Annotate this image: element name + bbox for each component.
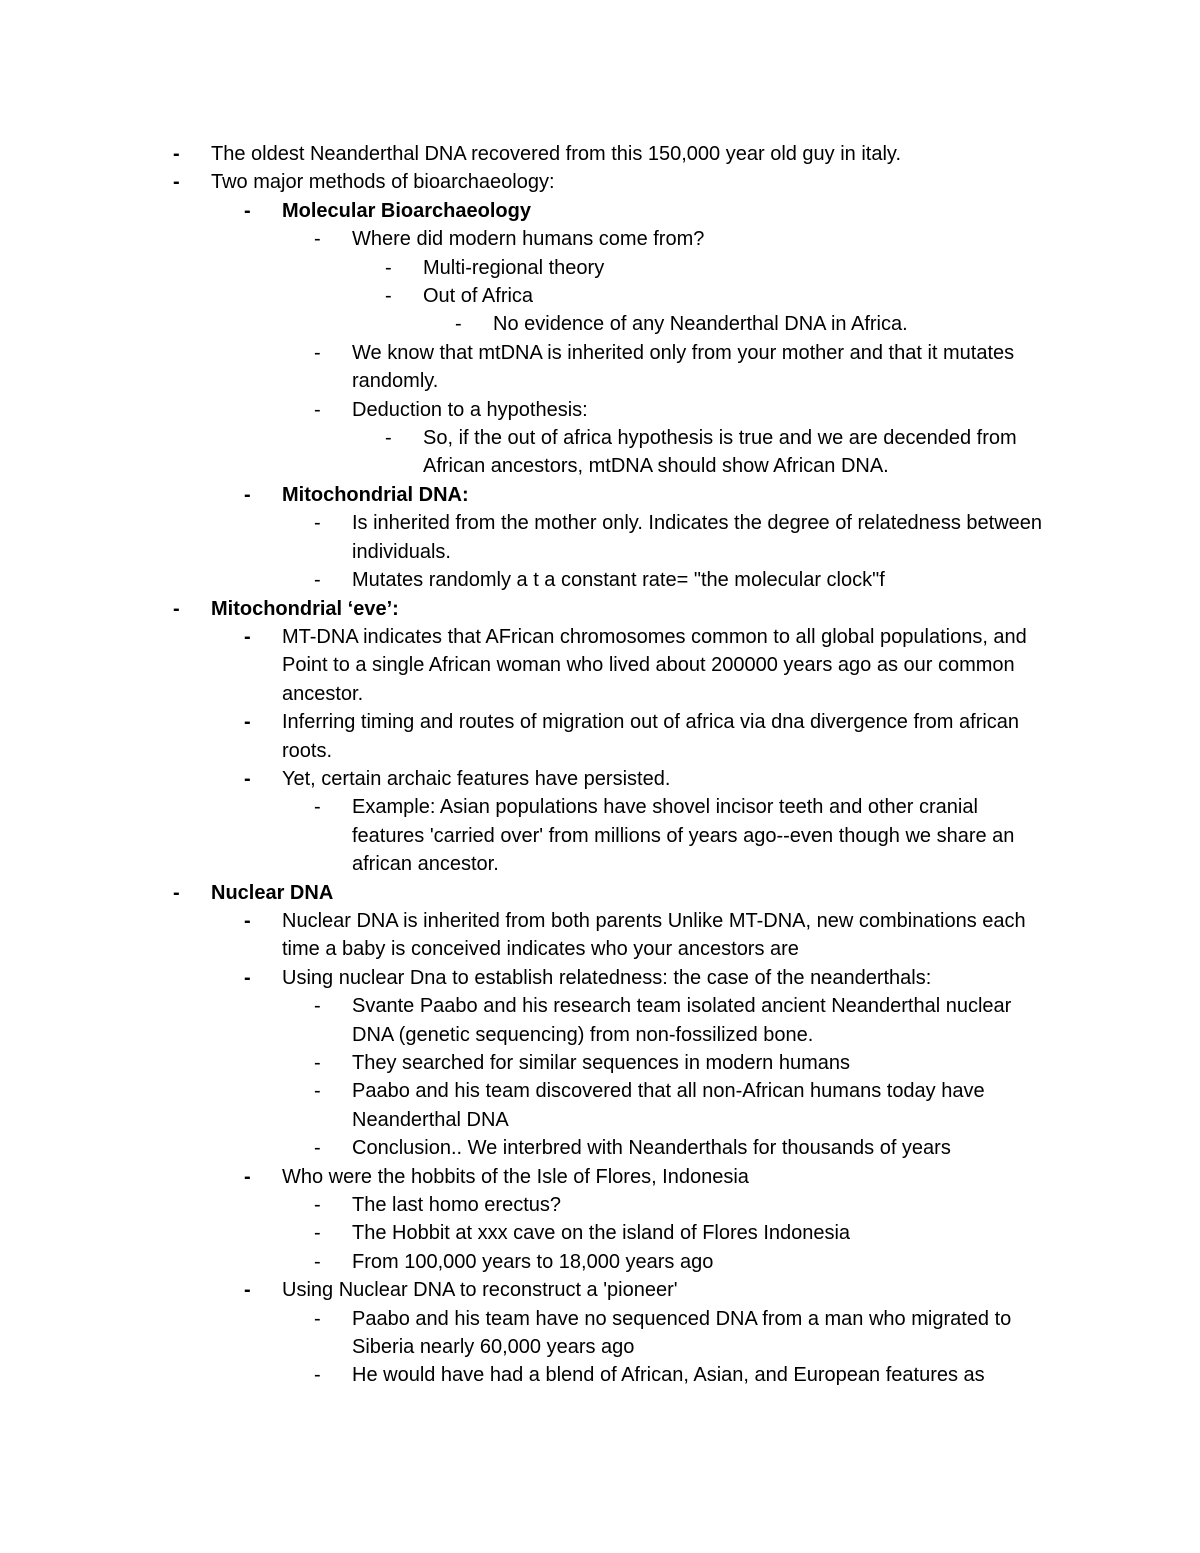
item-text: No evidence of any Neanderthal DNA in Africa. <box>493 313 908 336</box>
bullet-dash: - <box>314 1364 321 1387</box>
list-item <box>455 310 1053 338</box>
item-text: Out of Africa <box>423 285 534 308</box>
bullet-dash: - <box>244 199 251 222</box>
section-heading: Nuclear DNA <box>211 881 334 904</box>
item-text: Inferring timing and routes of migration out of africa via dna divergence from african roots. <box>282 711 1020 762</box>
section-heading: Mitochondrial ‘eve’: <box>211 597 399 620</box>
bullet-dash: - <box>314 1080 321 1103</box>
item-text: Where did modern humans come from? <box>352 228 705 251</box>
item-text: Nuclear DNA is inherited from both parents Unlike MT-DNA, new combinations each time a baby is conceived indicates who your ancestors are <box>282 909 1026 961</box>
item-text: Svante Paabo and his research team isolated ancient Neanderthal nuclear DNA (genetic sequencing) from non-fossilized bone. <box>352 995 1012 1046</box>
item-text: They searched for similar sequences in modern humans <box>352 1052 851 1074</box>
bullet-dash: - <box>314 569 321 592</box>
item-text: We know that mtDNA is inherited only from your mother and that it mutates randomly. <box>352 341 1015 393</box>
bullet-dash: - <box>314 796 321 819</box>
list-item <box>173 879 1011 907</box>
list-item <box>244 907 1062 964</box>
bullet-dash: - <box>173 597 180 620</box>
bullet-dash: - <box>314 228 321 251</box>
item-text: From 100,000 years to 18,000 years ago <box>352 1250 714 1273</box>
section-heading: Mitochondrial DNA: <box>282 483 469 506</box>
bullet-dash: - <box>244 1279 251 1302</box>
bullet-dash: - <box>314 1052 321 1074</box>
section-heading: Molecular Bioarchaeology <box>282 199 531 222</box>
list-item <box>314 1361 1052 1389</box>
bullet-dash: - <box>314 1307 321 1330</box>
bullet-dash: - <box>314 995 321 1018</box>
bullet-dash: - <box>385 256 392 279</box>
bullet-dash: - <box>314 512 321 535</box>
list-item <box>385 282 1043 310</box>
list-item <box>385 254 1043 282</box>
item-text: Mutates randomly a t a constant rate= "the molecular clock"f <box>352 569 885 592</box>
bullet-dash: - <box>244 966 251 989</box>
list-item <box>314 1219 1052 1247</box>
list-item <box>314 1134 1052 1162</box>
item-text: Conclusion.. We interbred with Neanderthals for thousands of years <box>352 1137 951 1160</box>
bullet-dash: - <box>244 1165 251 1188</box>
bullet-dash: - <box>314 398 321 421</box>
list-item <box>244 964 1062 992</box>
list-item <box>173 140 1011 168</box>
item-text: Deduction to a hypothesis: <box>352 398 588 421</box>
item-text: Yet, certain archaic features have persisted. <box>282 767 671 790</box>
list-item <box>314 225 1052 253</box>
list-item <box>314 509 1052 566</box>
item-text: So, if the out of africa hypothesis is true and we are decended from African ancestors, mtDNA should show African DNA. <box>423 427 1017 478</box>
document-page <box>0 140 1200 1390</box>
bullet-dash: - <box>314 341 321 364</box>
bullet-dash: - <box>244 625 251 648</box>
bullet-dash: - <box>173 143 180 165</box>
list-item <box>314 992 1052 1049</box>
item-text: He would have had a blend of African, Asian, and European features as <box>352 1364 985 1387</box>
bullet-dash: - <box>244 909 251 932</box>
list-item <box>244 481 1062 509</box>
bullet-dash: - <box>385 285 392 308</box>
list-item <box>314 566 1052 594</box>
list-item <box>314 1305 1052 1362</box>
bullet-dash: - <box>314 1250 321 1273</box>
list-item <box>314 396 1052 424</box>
list-item <box>314 339 1052 396</box>
list-item <box>314 1049 1052 1077</box>
item-text: Two major methods of bioarchaeology: <box>211 171 555 194</box>
bullet-dash: - <box>314 1194 321 1217</box>
item-text: Example: Asian populations have shovel incisor teeth and other cranial features 'carried over' from millions of years ago--even though we share an african ancestor. <box>352 796 1015 876</box>
list-item <box>244 765 1062 793</box>
item-text: The Hobbit at xxx cave on the island of Flores Indonesia <box>352 1222 851 1245</box>
bullet-dash: - <box>455 313 462 336</box>
item-text: Paabo and his team discovered that all non-African humans today have Neanderthal DNA <box>352 1080 985 1131</box>
item-text: Paabo and his team have no sequenced DNA from a man who migrated to Siberia nearly 60,000 years ago <box>352 1307 1012 1359</box>
list-item <box>244 197 1062 225</box>
bullet-dash: - <box>244 483 251 506</box>
list-item <box>244 1163 1062 1191</box>
list-item <box>244 1276 1062 1304</box>
item-text: MT-DNA indicates that AFrican chromosomes common to all global populations, and Point to a single African woman who lived about 200000 years ago as our common ancestor. <box>282 625 1027 705</box>
item-text: Multi-regional theory <box>423 256 605 279</box>
bullet-dash: - <box>385 427 392 450</box>
list-item <box>173 595 1011 623</box>
item-text: Is inherited from the mother only. Indicates the degree of relatedness between individuals. <box>352 512 1043 563</box>
list-item <box>314 1248 1052 1276</box>
item-text: Who were the hobbits of the Isle of Flores, Indonesia <box>282 1165 749 1188</box>
item-text: The oldest Neanderthal DNA recovered from this 150,000 year old guy in italy. <box>211 143 901 165</box>
bullet-dash: - <box>314 1222 321 1245</box>
list-item <box>173 168 1011 196</box>
list-item <box>244 623 1062 708</box>
bullet-dash: - <box>244 711 251 734</box>
bullet-dash: - <box>173 881 180 904</box>
list-item <box>314 1191 1052 1219</box>
item-text: Using Nuclear DNA to reconstruct a 'pioneer' <box>282 1279 678 1302</box>
bullet-dash: - <box>244 767 251 790</box>
bullet-dash: - <box>314 1137 321 1160</box>
list-item <box>385 424 1043 481</box>
bullet-dash: - <box>173 171 180 194</box>
list-item <box>314 793 1052 878</box>
item-text: Using nuclear Dna to establish relatedness: the case of the neanderthals: <box>282 966 932 989</box>
list-item <box>314 1077 1052 1134</box>
list-item <box>244 708 1062 765</box>
item-text: The last homo erectus? <box>352 1194 561 1217</box>
